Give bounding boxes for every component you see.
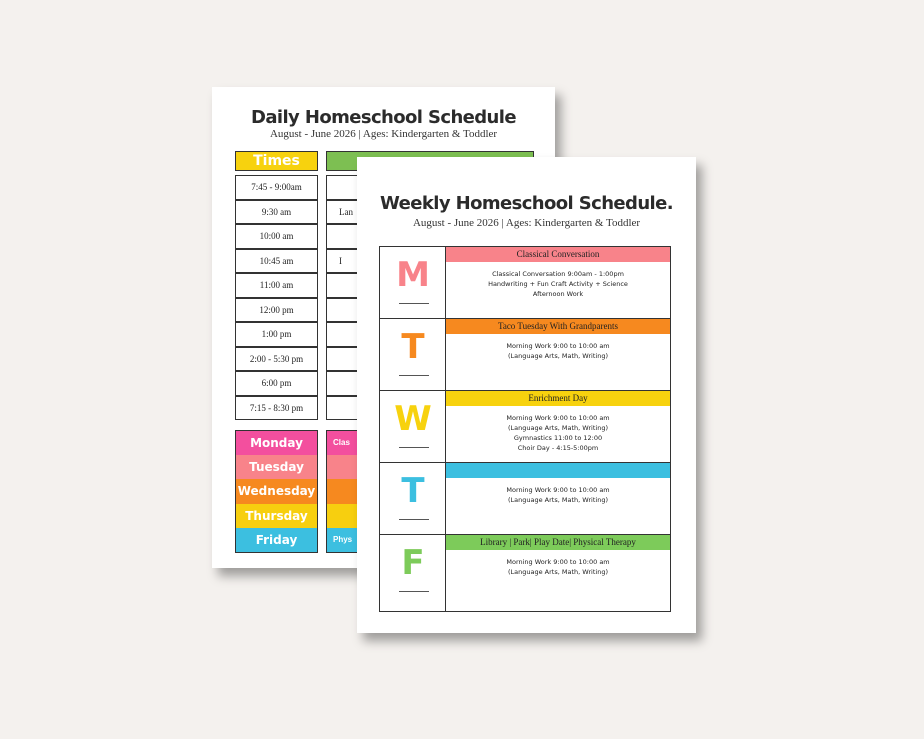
day-note-line: Gymnastics 11:00 to 12:00 xyxy=(513,434,603,442)
weekly-day-row xyxy=(380,391,670,463)
weekly-day-row xyxy=(380,247,670,319)
day-letter: T xyxy=(401,327,425,367)
weekly-subtitle: August - June 2026 | Ages: Kindergarten & Toddler xyxy=(412,217,641,229)
time-cell: 9:30 am xyxy=(235,200,318,225)
day-letter: M xyxy=(396,255,430,295)
weekday-activity-bar: Clas xyxy=(327,431,533,455)
weekday-activity-bar: Phys xyxy=(327,528,533,552)
time-cell: 10:45 am xyxy=(235,249,318,274)
day-underline xyxy=(399,303,429,304)
weekly-day-row xyxy=(380,463,670,535)
day-note-line: (Language Arts, Math, Writing) xyxy=(507,352,608,360)
weekday-label: Tuesday xyxy=(236,455,317,479)
activity-cell: I xyxy=(326,249,534,274)
time-cell: 7:15 - 8:30 pm xyxy=(235,396,318,421)
day-theme-band: Classical Conversation xyxy=(446,247,670,262)
day-note-line: (Language Arts, Math, Writing) xyxy=(507,424,608,432)
day-theme-band: Library | Park| Play Date| Physical Therapy xyxy=(446,535,670,550)
day-theme-band: Enrichment Day xyxy=(446,391,670,406)
day-theme-band: Taco Tuesday With Grandparents xyxy=(446,319,670,334)
day-note-line: Classical Conversation 9:00am - 1:00pm xyxy=(492,270,624,278)
day-note-line: Afternoon Work xyxy=(532,290,584,298)
weekly-grid xyxy=(379,246,671,612)
weekly-day-row xyxy=(380,535,670,611)
day-underline xyxy=(399,519,429,520)
daily-subtitle: August - June 2026 | Ages: Kindergarten & Toddler xyxy=(269,128,498,140)
day-notes xyxy=(446,413,670,453)
time-cell: 7:45 - 9:00am xyxy=(235,175,318,200)
day-letter-cell xyxy=(380,535,446,611)
time-cell: 12:00 pm xyxy=(235,298,318,323)
time-cell: 11:00 am xyxy=(235,273,318,298)
day-underline xyxy=(399,447,429,448)
day-notes xyxy=(446,557,670,577)
day-letter-cell xyxy=(380,463,446,534)
day-letter: F xyxy=(401,543,425,583)
day-letter-cell xyxy=(380,247,446,318)
daily-title: Daily Homeschool Schedule xyxy=(251,107,516,128)
weekday-column xyxy=(235,430,318,553)
weekday-label: Wednesday xyxy=(236,479,317,503)
time-cell: 10:00 am xyxy=(235,224,318,249)
weekday-label: Thursday xyxy=(236,504,317,528)
day-letter-cell xyxy=(380,319,446,390)
day-theme-band xyxy=(446,463,670,478)
day-note-line: Choir Day - 4:15-5:00pm xyxy=(517,444,599,452)
day-notes xyxy=(446,341,670,361)
day-underline xyxy=(399,591,429,592)
day-notes xyxy=(446,269,670,299)
day-note-line: (Language Arts, Math, Writing) xyxy=(507,496,608,504)
time-cell: 6:00 pm xyxy=(235,371,318,396)
day-letter: W xyxy=(394,399,432,439)
times-column xyxy=(235,175,318,420)
weekly-schedule-page xyxy=(357,157,696,633)
weekday-label: Friday xyxy=(236,528,317,552)
day-underline xyxy=(399,375,429,376)
times-header: Times xyxy=(235,151,318,171)
day-note-line: Handwriting + Fun Craft Activity + Science xyxy=(488,280,628,288)
day-notes xyxy=(446,485,670,505)
day-note-line: Morning Work 9:00 to 10:00 am xyxy=(506,342,610,350)
day-note-line: Morning Work 9:00 to 10:00 am xyxy=(506,414,610,422)
day-note-line: Morning Work 9:00 to 10:00 am xyxy=(506,486,610,494)
day-letter: T xyxy=(401,471,425,511)
day-note-line: (Language Arts, Math, Writing) xyxy=(507,568,608,576)
day-note-line: Morning Work 9:00 to 10:00 am xyxy=(506,558,610,566)
weekday-label: Monday xyxy=(236,431,317,455)
day-letter-cell xyxy=(380,391,446,462)
weekly-title: Weekly Homeschool Schedule. xyxy=(380,193,673,214)
weekly-day-row xyxy=(380,319,670,391)
time-cell: 1:00 pm xyxy=(235,322,318,347)
activity-cell: Lan xyxy=(326,200,534,225)
time-cell: 2:00 - 5:30 pm xyxy=(235,347,318,372)
